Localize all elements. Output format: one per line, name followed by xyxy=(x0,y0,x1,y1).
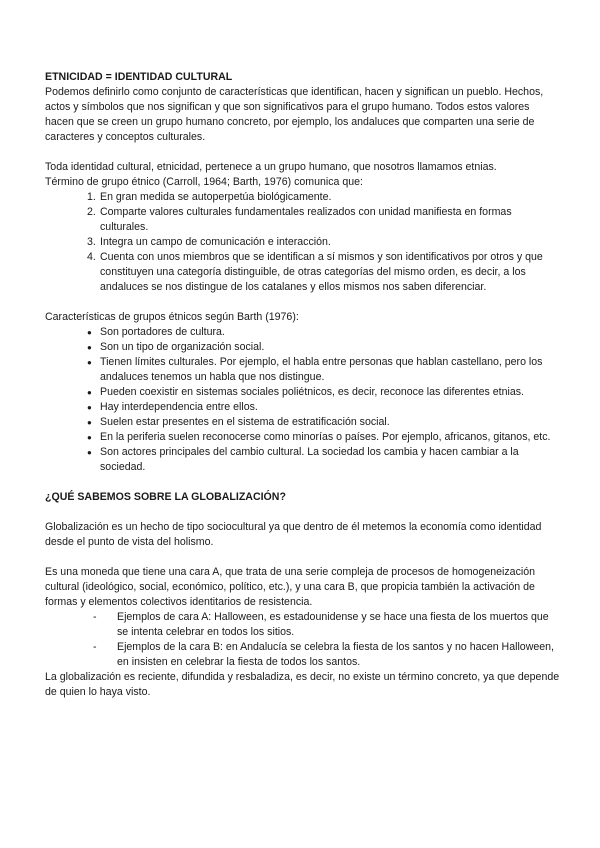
list-item xyxy=(45,340,560,355)
bullet-icon: ● xyxy=(87,433,92,442)
list-item-text: Integra un campo de comunicación e interacción. xyxy=(100,236,331,248)
list-item xyxy=(45,640,560,670)
bullet-icon: ● xyxy=(87,328,92,337)
list-item-text: Pueden coexistir en sistemas sociales poliétnicos, es decir, reconoce las diferentes etnias. xyxy=(100,386,524,398)
list-item-text: Ejemplos de la cara B: en Andalucía se celebra la fiesta de los santos y no hacen Halloween, en insisten en celebrar la fiesta de todos los santos. xyxy=(117,641,554,668)
list-item xyxy=(45,325,560,340)
list-item-text: Son un tipo de organización social. xyxy=(100,341,265,353)
bullet-icon: ● xyxy=(87,403,92,412)
ethnic-group-term-paragraph: Término de grupo étnico (Carroll, 1964; Barth, 1976) comunica que: xyxy=(45,176,363,188)
identity-paragraph: Toda identidad cultural, etnicidad, pertenece a un grupo humano, que nosotros llamamos etnias. xyxy=(45,161,497,173)
bullet-icon: ● xyxy=(87,343,92,352)
spacer xyxy=(45,145,560,160)
list-item-text: Tienen límites culturales. Por ejemplo, el habla entre personas que hablan castellano, pero los andaluces tenemos un habla que nos distingue. xyxy=(100,356,543,383)
list-item xyxy=(45,445,560,475)
list-item-text: Son actores principales del cambio cultural. La sociedad los cambia y hacen cambiar a la sociedad. xyxy=(100,446,519,473)
dash-icon: - xyxy=(93,641,97,653)
bullet-icon: ● xyxy=(87,388,92,397)
globalization-definition-paragraph: Globalización es un hecho de tipo sociocultural ya que dentro de él metemos la economía como identidad desde el punto de vista del holismo. xyxy=(45,521,542,548)
spacer xyxy=(45,550,560,565)
dash-list xyxy=(45,610,560,670)
list-item-text: Hay interdependencia entre ellos. xyxy=(100,401,258,413)
bullet-icon: ● xyxy=(87,448,92,457)
list-item xyxy=(45,430,560,445)
closing-paragraph: La globalización es reciente, difundida y resbaladiza, es decir, no existe un término concreto, ya que depende de quien lo haya visto. xyxy=(45,671,560,698)
intro-paragraph: Podemos definirlo como conjunto de características que identifican, hacen y significan un pueblo. Hechos, actos y símbolos que nos significan y que son significativos para el grupo humano. Todos estos valores hacen que se creen un grupo humano concreto, por ejemplo, los andaluces que comparten una serie de caracteres y conceptos culturales. xyxy=(45,86,544,143)
document-page xyxy=(45,70,560,700)
spacer xyxy=(45,505,560,520)
spacer xyxy=(45,475,560,490)
list-item xyxy=(45,355,560,385)
list-item-text: En la periferia suelen reconocerse como minorías o países. Por ejemplo, africanos, gitanos, etc. xyxy=(100,431,551,443)
list-number: 4. xyxy=(87,251,96,263)
list-item xyxy=(45,190,560,205)
list-item xyxy=(45,610,560,640)
dash-icon: - xyxy=(93,611,97,623)
section-title-globalizacion: ¿QUÉ SABEMOS SOBRE LA GLOBALIZACIÓN? xyxy=(45,491,286,503)
list-item-text: Son portadores de cultura. xyxy=(100,326,225,338)
list-item-text: Ejemplos de cara A: Halloween, es estadounidense y se hace una fiesta de los muertos que se intenta celebrar en todos los sitios. xyxy=(117,611,549,638)
section-title-etnicidad: ETNICIDAD = IDENTIDAD CULTURAL xyxy=(45,71,233,83)
list-number: 3. xyxy=(87,236,96,248)
list-number: 2. xyxy=(87,206,96,218)
list-item xyxy=(45,400,560,415)
bullet-list xyxy=(45,325,560,475)
list-item xyxy=(45,205,560,235)
bullet-icon: ● xyxy=(87,358,92,367)
bullet-icon: ● xyxy=(87,418,92,427)
list-item xyxy=(45,415,560,430)
list-item-text: En gran medida se autoperpetúa biológicamente. xyxy=(100,191,332,203)
list-item-text: Cuenta con unos miembros que se identifican a sí mismos y son identificativos por otros y que constituyen una categoría distinguible, de otras categorías del mismo orden, es decir, a los andaluces se nos distingue de los catalanes y ellos mismos nos saben diferenciar. xyxy=(100,251,543,293)
list-item xyxy=(45,250,560,295)
coin-paragraph: Es una moneda que tiene una cara A, que trata de una serie compleja de procesos de homogeneización cultural (ideológico, social, económico, político, etc.), y una cara B, que propicia también la activación de formas y elementos colectivos identitarios de resistencia. xyxy=(45,566,535,608)
numbered-list xyxy=(45,190,560,295)
list-item-text: Suelen estar presentes en el sistema de estratificación social. xyxy=(100,416,390,428)
list-item xyxy=(45,235,560,250)
list-item xyxy=(45,385,560,400)
list-number: 1. xyxy=(87,191,96,203)
barth-intro-paragraph: Características de grupos étnicos según Barth (1976): xyxy=(45,311,299,323)
list-item-text: Comparte valores culturales fundamentales realizados con unidad manifiesta en formas culturales. xyxy=(100,206,512,233)
spacer xyxy=(45,295,560,310)
